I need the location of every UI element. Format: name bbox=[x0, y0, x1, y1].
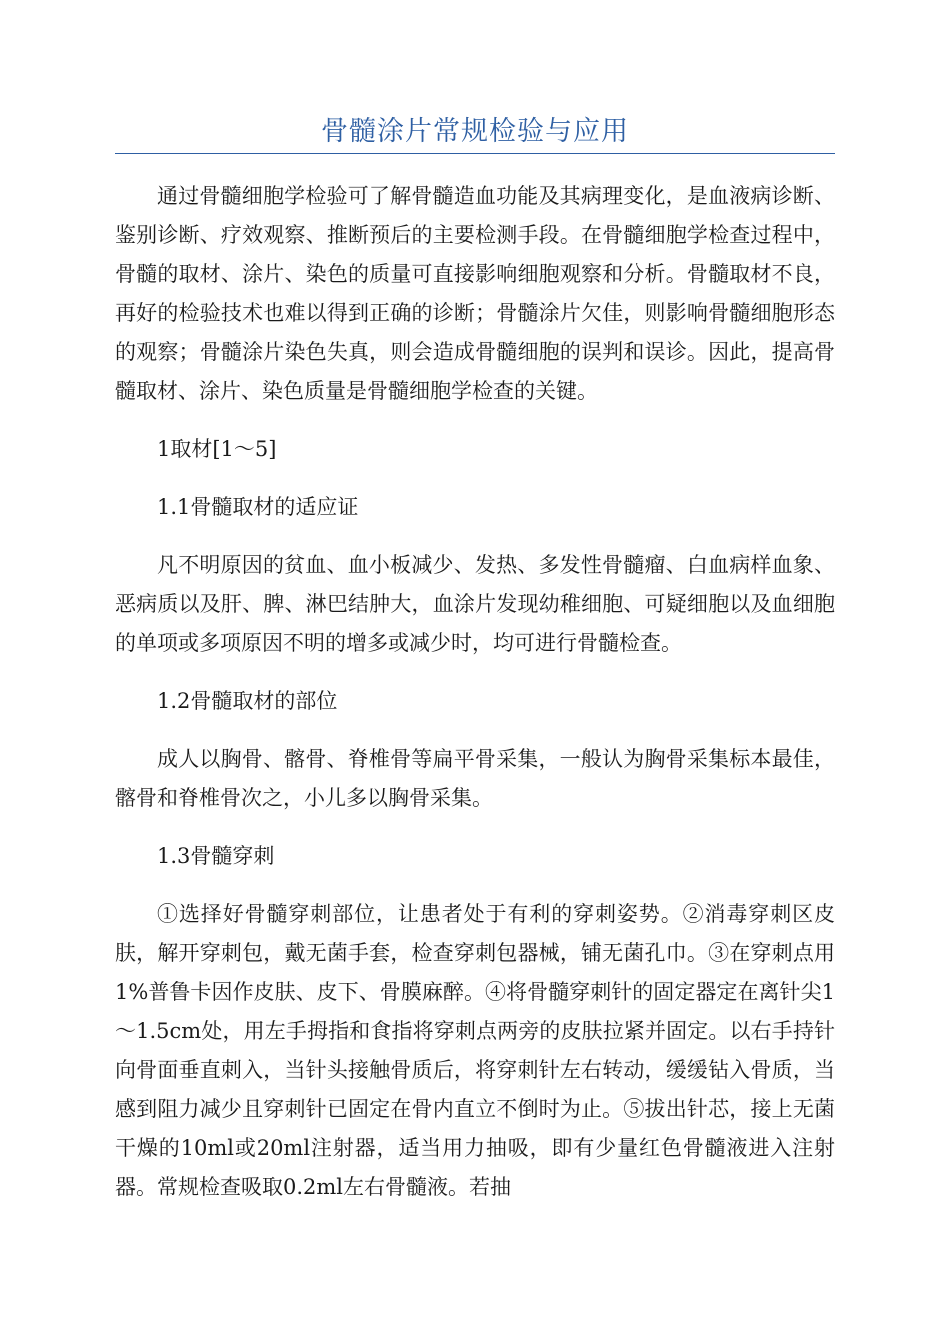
section-heading-1-3: 1.3骨髓穿刺 bbox=[157, 844, 275, 868]
puncture-paragraph: ①选择好骨髓穿刺部位，让患者处于有利的穿刺姿势。②消毒穿刺区皮肤，解开穿刺包，戴无菌手套，检查穿刺包器械，铺无菌孔巾。③在穿刺点用1%普鲁卡因作皮肤、皮下、骨膜麻醉。④将骨髓穿刺针的固定器定在离针尖1～1.5cm处，用左手拇指和食指将穿刺点两旁的皮肤拉紧并固定。以右手持针向骨面垂直刺入，当针头接触骨质后，将穿刺针左右转动，缓缓钻入骨质，当感到阻力减少且穿刺针已固定在骨内直立不倒时为止。⑤拔出针芯，接上无菌干燥的10ml或20ml注射器，适当用力抽吸，即有少量红色骨髓液进入注射器。常规检查吸取0.2ml左右骨髓液。若抽 bbox=[115, 902, 835, 1199]
document-body bbox=[115, 177, 835, 1226]
section-heading-1-2: 1.2骨髓取材的部位 bbox=[157, 689, 338, 713]
title-underline bbox=[115, 153, 835, 154]
intro-paragraph: 通过骨髓细胞学检验可了解骨髓造血功能及其病理变化，是血液病诊断、鉴别诊断、疗效观察、推断预后的主要检测手段。在骨髓细胞学检查过程中，骨髓的取材、涂片、染色的质量可直接影响细胞观察和分析。骨髓取材不良，再好的检验技术也难以得到正确的诊断；骨髓涂片欠佳，则影响骨髓细胞形态的观察；骨髓涂片染色失真，则会造成骨髓细胞的误判和误诊。因此，提高骨髓取材、涂片、染色质量是骨髓细胞学检查的关键。 bbox=[115, 184, 835, 403]
indications-paragraph: 凡不明原因的贫血、血小板减少、发热、多发性骨髓瘤、白血病样血象、恶病质以及肝、脾、淋巴结肿大，血涂片发现幼稚细胞、可疑细胞以及血细胞的单项或多项原因不明的增多或减少时，均可进行骨髓检查。 bbox=[115, 553, 835, 655]
sites-paragraph: 成人以胸骨、髂骨、脊椎骨等扁平骨采集，一般认为胸骨采集标本最佳，髂骨和脊椎骨次之，小儿多以胸骨采集。 bbox=[115, 747, 835, 810]
section-heading-1: 1取材[1～5] bbox=[157, 437, 277, 461]
section-heading-1-1: 1.1骨髓取材的适应证 bbox=[157, 495, 359, 519]
document-title: 骨髓涂片常规检验与应用 bbox=[321, 116, 629, 147]
